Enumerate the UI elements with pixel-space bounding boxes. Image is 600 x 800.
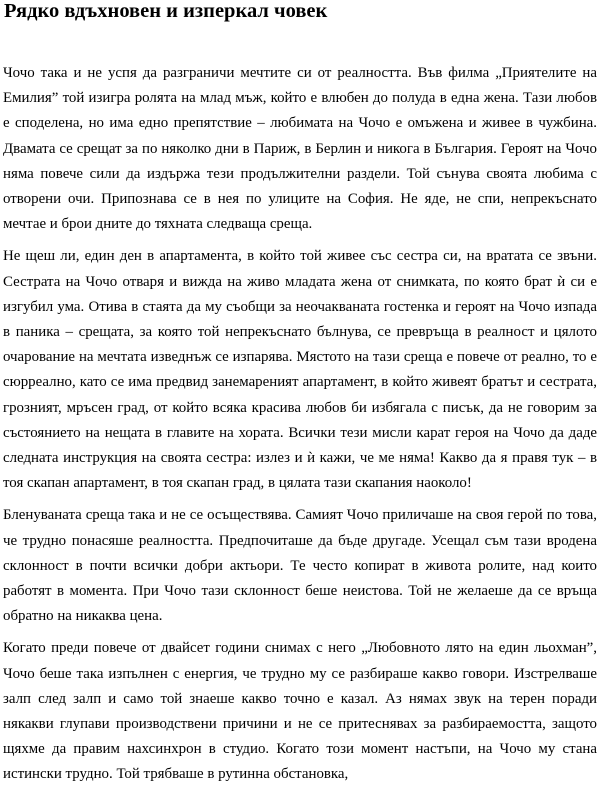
article-title: Рядко вдъхновен и изперкал човек xyxy=(4,0,328,22)
paragraph: Не щеш ли, един ден в апартамента, в който той живее със сестра си, на вратата се звъни. Сестрата на Чочо отваря и вижда на живо младата жена от снимката, по която брат ѝ си е изгубил ума. Отива в стаята да му съобщи за неочакваната гостенка и героят на Чочо изпада в паника – срещата, за която той непрекъснато бълнува, се превръща в реалност и цялото очарование на мечтата изведнъж се изпарява. Мястото на тази среща е повече от реално, то е сюрреално, като се има предвид занемареният апартамент, в който живеят братът и сестрата, грозният, мръсен град, от който всяка красива любов би избягала с писък, да не говорим за състоянието на нещата в главите на хората. Всички тези мисли карат героя на Чочо да даде следната инструкция на своята сестра: излез и ѝ кажи, че ме няма! Какво да я правя тук – в тоя скапан апартамент, в тоя скапан град, в цялата тази скапания наоколо! xyxy=(3,248,597,492)
paragraph: Когато преди повече от двайсет години снимах с него „Любовното лято на един льохман”, Чочо беше така изпълнен с енергия, че трудно му се разбираше какво говори. Изстрелваше залп след залп и само той знаеше какво точно е казал. Аз нямах звук на терен поради някакви глупави производствени причини и не се притеснявах за разбираемостта, защото щяхме да правим нахсинхрон в студио. Когато този момент настъпи, на Чочо му стана истински трудно. Той трябваше в рутинна обстановка, xyxy=(3,640,597,783)
paragraph: Чочо така и не успя да разграничи мечтите си от реалността. Във филма „Приятелите на Емилия” той изигра ролята на млад мъж, който е влюбен до полуда в една жена. Тази любов е споделена, но има едно препятствие – любимата на Чочо е омъжена и живее в чужбина. Двамата се срещат за по няколко дни в Париж, в Берлин и никога в България. Героят на Чочо няма повече сили да издържа тези продължителни раздели. Той сънува своята любима с отворени очи. Припознава се в нея по улиците на София. Не яде, не спи, непрекъснато мечтае и брои дните до тяхната следваща среща. xyxy=(3,65,597,233)
article-body xyxy=(3,61,597,795)
paragraph: Бленуваната среща така и не се осъществява. Самият Чочо приличаше на своя герой по това, че трудно понасяше реалността. Предпочиташе да бъде другаде. Усещал съм тази вродена склонност в почти всички добри актьори. Те често копират в живота ролите, над които работят в момента. При Чочо тази склонност беше неистова. Той не желаеше да се връща обратно на никаква цена. xyxy=(3,507,597,625)
